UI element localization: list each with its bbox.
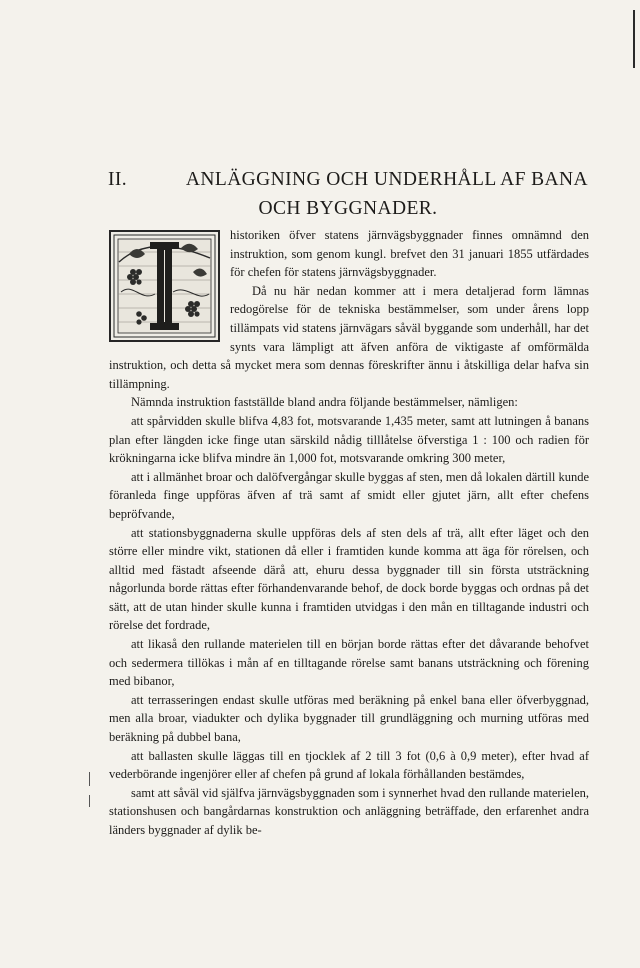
paragraph: att ballasten skulle läggas till en tjocklek af 2 till 3 fot (0,6 à 0,9 meter), efter hvad af vederbörande ingenjörer eller af chefen på grund af lokala förhållanden bestämdes, xyxy=(109,748,589,782)
body-text xyxy=(109,226,589,840)
initial-float-space xyxy=(109,226,230,344)
page-edge-mark xyxy=(633,10,635,68)
margin-pencil-mark xyxy=(89,795,90,807)
chapter-numeral: II. xyxy=(108,169,128,190)
paragraph: att stationsbyggnaderna skulle uppföras dels af sten dels af trä, allt efter läget och den större eller mindre vikt, stationen då eller i framtiden kunde komma att äga för rörelsen, och alltid med fästadt afseende därå att, ehuru dessa byggnader till sin första utsträckning någorlunda borde rättas efter förhandenvarande behof, de dock borde byggas och ordnas på det sätt, att de utan hinder skulle kunna i framtiden utvidgas i den mån en tilltagande industri och rörelse det fordrade, xyxy=(109,525,589,633)
chapter-heading xyxy=(108,165,588,223)
paragraph: att i allmänhet broar och dalöfvergångar skulle byggas af sten, men då lokalen därtill kunde föranleda finge uppföras äfven af trä samt af smidt eller gjutet järn, allt efter chefens bepröfvande, xyxy=(109,469,589,521)
paragraph: att spårvidden skulle blifva 4,83 fot, motsvarande 1,435 meter, samt att lutningen å banans plan efter längden icke finge utan särskild nådig tilllåtelse öfverstiga 1 : 100 och radien för krökningarna icke blifva mindre än 1,000 fot, motsvarande omkring 300 meter, xyxy=(109,413,589,466)
paragraph: att terrasseringen endast skulle utföras med beräkning på enkel bana eller öfverbyggnad, men alla broar, viadukter och dylika byggnader till grundläggning och murning utföras med beräkning på dubbel bana, xyxy=(109,692,589,745)
margin-pencil-mark xyxy=(89,772,90,786)
paragraph: Nämnda instruktion fastställde bland andra följande bestämmelser, nämligen: xyxy=(131,395,518,410)
paragraph: samt att såväl vid själfva järnvägsbyggnaden som i synnerhet hvad den rullande materielen, stationshusen och bangårdarnas konstruktion och anläggning beträffade, den erfarenhet andra länders byggnader af dylik be- xyxy=(109,785,589,837)
paragraph: att likaså den rullande materielen till en början borde rättas efter det dåvarande behofvet och sedermera tillökas i mån af en tilltagande rörelse samt banans utsträckning och förening med bibanor, xyxy=(109,637,589,689)
chapter-title-line-2: OCH BYGGNADER. xyxy=(258,198,438,219)
paragraph: historiken öfver statens järnvägsbyggnader finnes omnämnd den instruktion, som genom kungl. brefvet den 31 januari 1855 utfärdades för chefen för statens järnvägsbyggnader. xyxy=(230,228,589,280)
paragraph: Då nu här nedan kommer att i mera detaljerad form lämnas redogörelse för de tekniska bestämmelser, som under årens lopp tillämpats vid statens järnvägars såväl byggande som underhåll, har det synts vara lämpligt att äfven anföra de viktigaste af omförmälda instruktion, och detta så mycket mera som dennas föreskrifter ännu i åtskilliga delar hafva sin tillämpning. xyxy=(109,283,589,391)
chapter-title-line-1: ANLÄGGNING OCH UNDERHÅLL AF BANA xyxy=(185,169,588,190)
